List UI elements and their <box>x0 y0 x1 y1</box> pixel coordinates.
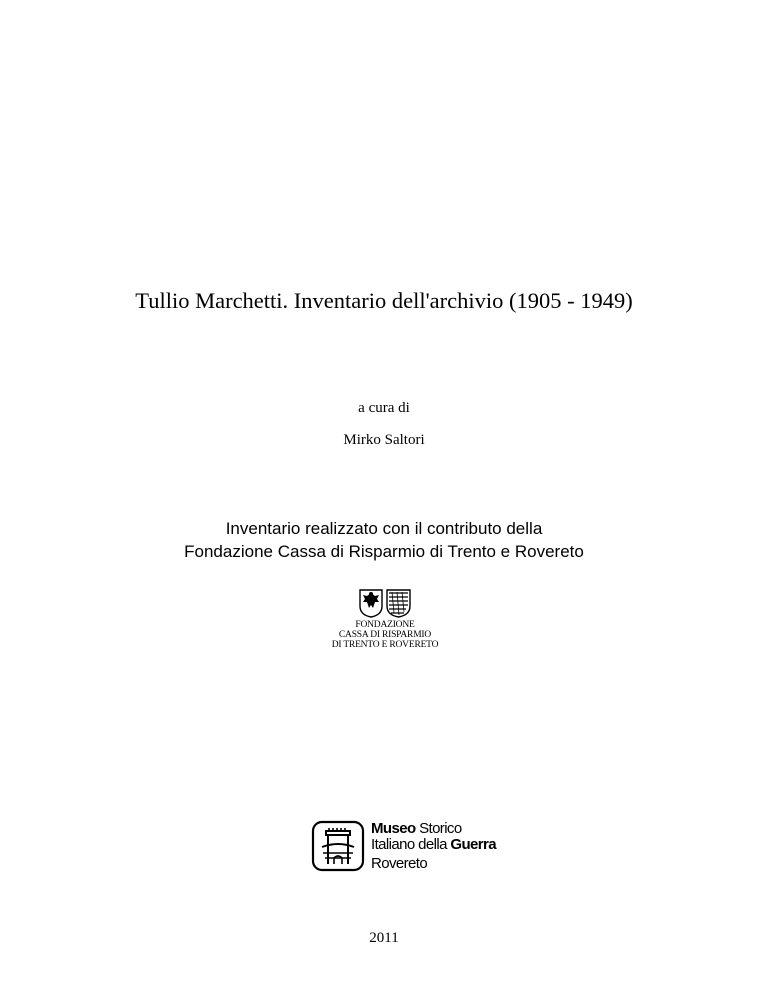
museo-logo-line-2 <box>371 837 496 852</box>
fondazione-logo-line-2: CASSA DI RISPARMIO <box>338 630 432 640</box>
curated-by-label: a cura di <box>358 400 410 416</box>
museo-word: Museo <box>371 820 416 837</box>
fondazione-crest-icon <box>358 588 412 618</box>
fondazione-logo-line-1: FONDAZIONE <box>355 620 415 630</box>
fondazione-logo <box>310 588 460 652</box>
castle-tower-icon <box>311 820 365 872</box>
italiano-della-words: Italiano della <box>371 836 447 853</box>
editor-name: Mirko Saltori <box>343 432 425 448</box>
museo-logo <box>311 820 501 876</box>
storico-word: Storico <box>419 820 462 837</box>
guerra-word: Guerra <box>450 836 497 853</box>
museo-logo-line-1 <box>371 821 462 836</box>
fondazione-logo-line-3: DI TRENTO E ROVERETO <box>331 640 439 650</box>
document-title: Tullio Marchetti. Inventario dell'archivio (1905 - 1949) <box>135 288 633 313</box>
contribution-line-1: Inventario realizzato con il contributo della <box>225 519 543 538</box>
contribution-line-2: Fondazione Cassa di Risparmio di Trento e Rovereto <box>184 542 584 561</box>
museo-logo-line-3: Rovereto <box>371 855 428 872</box>
publication-year: 2011 <box>369 930 399 946</box>
